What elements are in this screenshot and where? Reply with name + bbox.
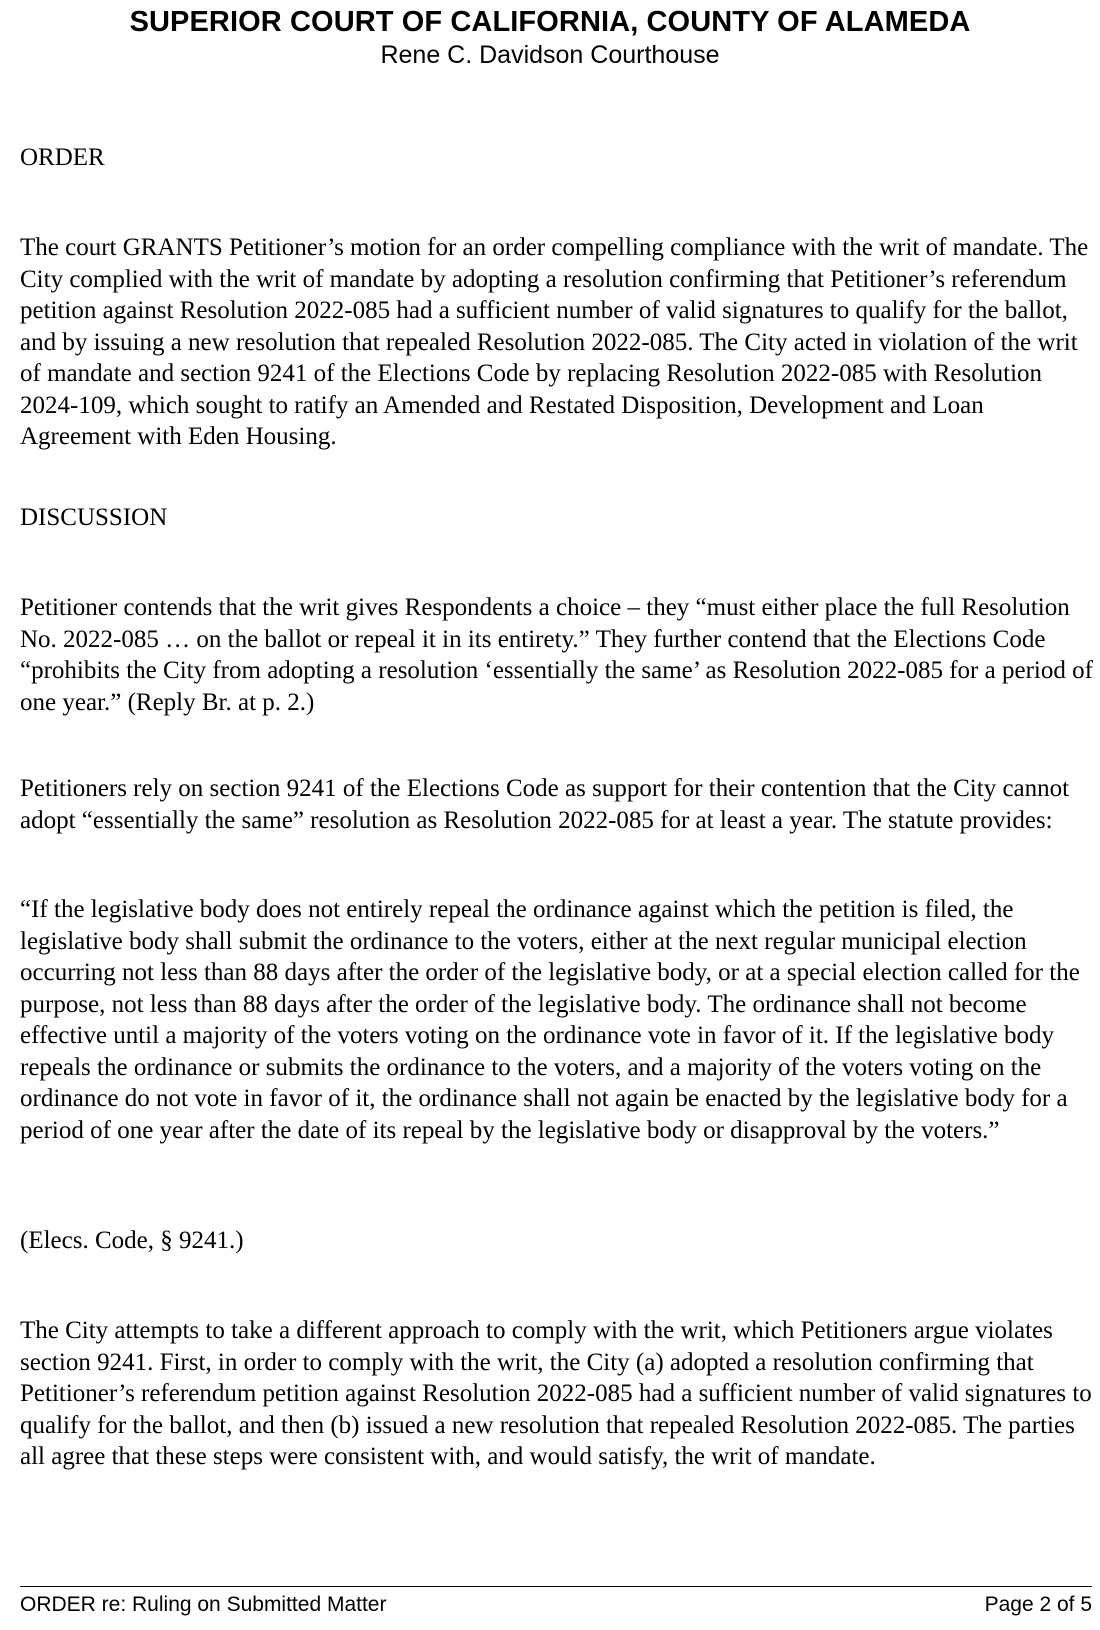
discussion-paragraph-1: Petitioner contends that the writ gives Respondents a choice – they “must either place the full Resolution No. 2022-085 … on the ballot or repeal it in its entirety.” They further contend that the Elections Code “prohibits the City from adopting a resolution ‘essentially the same’ as Resolution 2022-085 for a period of one year.” (Reply Br. at p. 2.) xyxy=(20,594,1093,716)
discussion-heading: DISCUSSION xyxy=(20,504,168,531)
order-paragraph: The court GRANTS Petitioner’s motion for an order compelling compliance with the writ of mandate. The City complied with the writ of mandate by adopting a resolution confirming that Petitioner’s referendum petition against Resolution 2022-085 had a sufficient number of valid signatures to qualify for the ballot, and by issuing a new resolution that repealed Resolution 2022-085. The City acted in violation of the writ of mandate and section 9241 of the Elections Code by replacing Resolution 2022-085 with Resolution 2024-109, which sought to ratify an Amended and Restated Disposition, Development and Loan Agreement with Eden Housing. xyxy=(20,234,1089,450)
discussion-paragraph-2: Petitioners rely on section 9241 of the Elections Code as support for their contention that the City cannot adopt “essentially the same” resolution as Resolution 2022-085 for at least a year. The statute provides: xyxy=(20,775,1070,834)
order-heading: ORDER xyxy=(20,144,105,171)
courthouse-name: Rene C. Davidson Courthouse xyxy=(380,41,720,69)
court-name: SUPERIOR COURT OF CALIFORNIA, COUNTY OF ALAMEDA xyxy=(129,6,971,38)
footer-divider xyxy=(20,1586,1092,1587)
statute-quote: “If the legislative body does not entirely repeal the ordinance against which the petition is filed, the legislative body shall submit the ordinance to the voters, either at the next regular municipal election occurring not less than 88 days after the order of the legislative body, or at a special election called for the purpose, not less than 88 days after the order of the legislative body. The ordinance shall not become effective until a majority of the voters voting on the ordinance vote in favor of it. If the legislative body repeals the ordinance or submits the ordinance to the voters, and a majority of the voters voting on the ordinance do not vote in favor of it, the ordinance shall not again be enacted by the legislative body for a period of one year after the date of its repeal by the legislative body or disapproval by the voters.” xyxy=(20,896,1080,1144)
statute-citation: (Elecs. Code, § 9241.) xyxy=(20,1227,244,1254)
discussion-paragraph-3: The City attempts to take a different approach to comply with the writ, which Petitioners argue violates section 9241. First, in order to comply with the writ, the City (a) adopted a resolution confirming that Petitioner’s referendum petition against Resolution 2022-085 had a sufficient number of valid signatures to qualify for the ballot, and then (b) issued a new resolution that repealed Resolution 2022-085. The parties all agree that these steps were consistent with, and would satisfy, the writ of mandate. xyxy=(20,1317,1092,1470)
page-number: Page 2 of 5 xyxy=(984,1593,1092,1616)
document-header xyxy=(0,4,1100,70)
footer-title: ORDER re: Ruling on Submitted Matter xyxy=(20,1593,387,1616)
